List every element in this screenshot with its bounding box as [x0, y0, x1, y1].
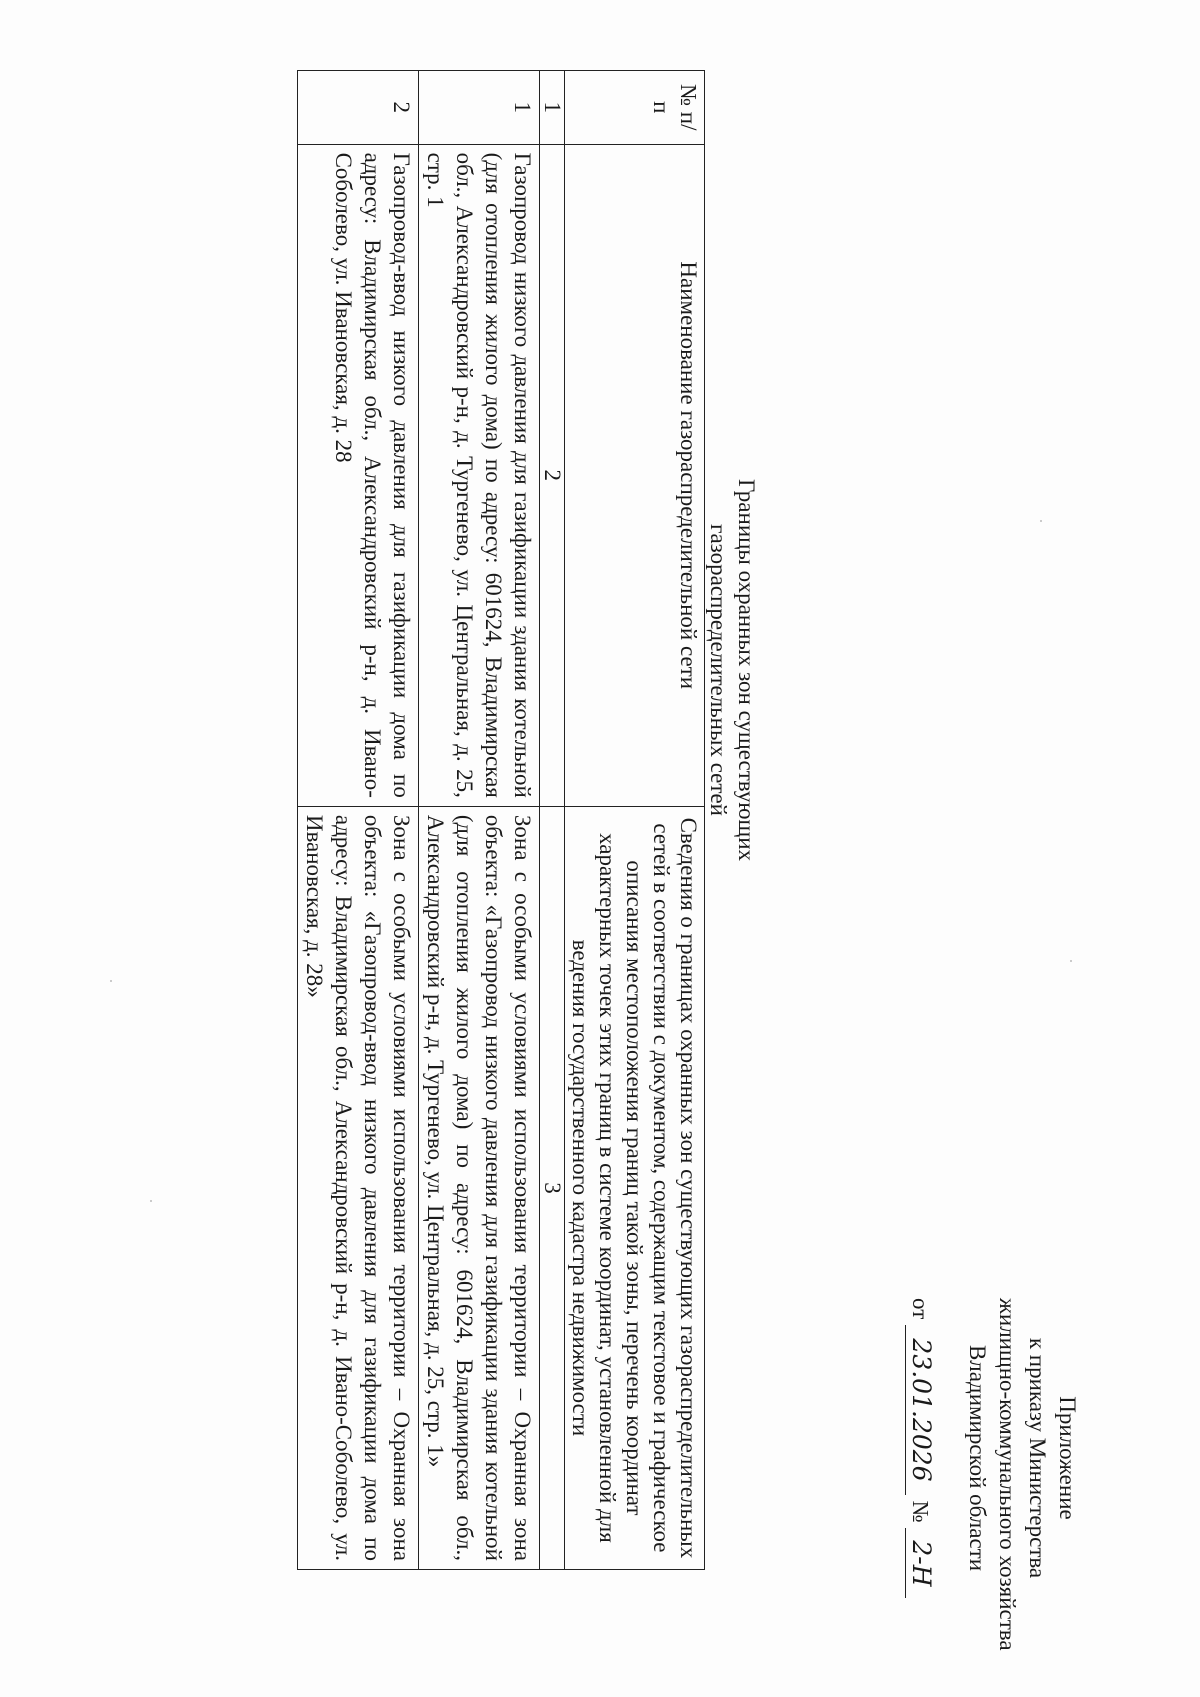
- table-row: [419, 71, 540, 1570]
- zone-info-cell: Зона с особыми условиями использования территории – Охранная зона объекта: «Газопровод-ввод низкого давления для газификации дома по адресу: Владимирская обл., Александровский р-н, д. Ивано-Соболево, ул. Ивановская, д. 28»: [298, 806, 419, 1569]
- document-title: [704, 390, 760, 950]
- column-numbers-row: [540, 71, 565, 1570]
- row-number: 1: [419, 71, 540, 145]
- column-number: 2: [540, 144, 565, 806]
- scan-speck: [110, 980, 112, 982]
- appendix-date-line: [905, 1298, 936, 1618]
- header-number: № п/п: [565, 71, 705, 145]
- scan-speck: [1040, 520, 1042, 522]
- scan-speck: [150, 1200, 152, 1202]
- header-zone-info: Сведения о границах охранных зон существующих газораспределительных сетей в соответствии с документом, содержащим текстовое и графическое описания местоположения границ такой зоны, перечень координат характерных точек этих границ в системе координат, установленной для ведения государственного кадастра недвижимости: [565, 806, 705, 1569]
- row-number: 2: [298, 71, 419, 145]
- zone-info-cell: Зона с особыми условиями использования территории – Охранная зона объекта: «Газопровод низкого давления для газификации здания котельной (для отопления жилого дома) по адресу: 601624, Владимирская обл., Александровский р-н, д. Тургенево, ул. Центральная, д. 25, стр. 1»: [419, 806, 540, 1569]
- network-name-cell: Газопровод низкого давления для газификации здания котельной (для отопления жилого дома) по адресу: 601624, Владимирская обл., Александровский р-н, д. Тургенево, ул. Центральная, д. 25, стр. 1: [419, 144, 540, 806]
- column-number: 1: [540, 71, 565, 145]
- appendix-block: [905, 1298, 1082, 1651]
- appendix-order-ref: к приказу Министерства: [1025, 1337, 1050, 1579]
- appendix-region: Владимирской области: [965, 1344, 990, 1572]
- zones-table: [297, 70, 705, 1570]
- handwritten-number: 2-Н: [905, 1528, 936, 1598]
- column-number: 3: [540, 806, 565, 1569]
- network-name-cell: Газопровод-ввод низкого давления для газификации дома по адресу: Владимирская обл., Александровский р-н, д. Ивано-Соболево, ул. Ивановская, д. 28: [298, 144, 419, 806]
- table-header-row: [565, 71, 705, 1570]
- rotated-document: [120, 30, 1120, 1670]
- number-prefix: №: [908, 1500, 933, 1523]
- header-network-name: Наименование газораспределительной сети: [565, 144, 705, 806]
- scan-speck: [1070, 960, 1072, 962]
- title-line-1: Границы охранных зон существующих: [734, 478, 759, 862]
- appendix-ministry: жилищно-коммунального хозяйства: [995, 1298, 1020, 1651]
- date-prefix: от: [908, 1298, 933, 1320]
- handwritten-date: 23.01.2026: [905, 1325, 936, 1495]
- appendix-title: Приложение: [1055, 1396, 1080, 1520]
- table-row: [298, 71, 419, 1570]
- title-line-2: газораспределительных сетей: [706, 524, 731, 816]
